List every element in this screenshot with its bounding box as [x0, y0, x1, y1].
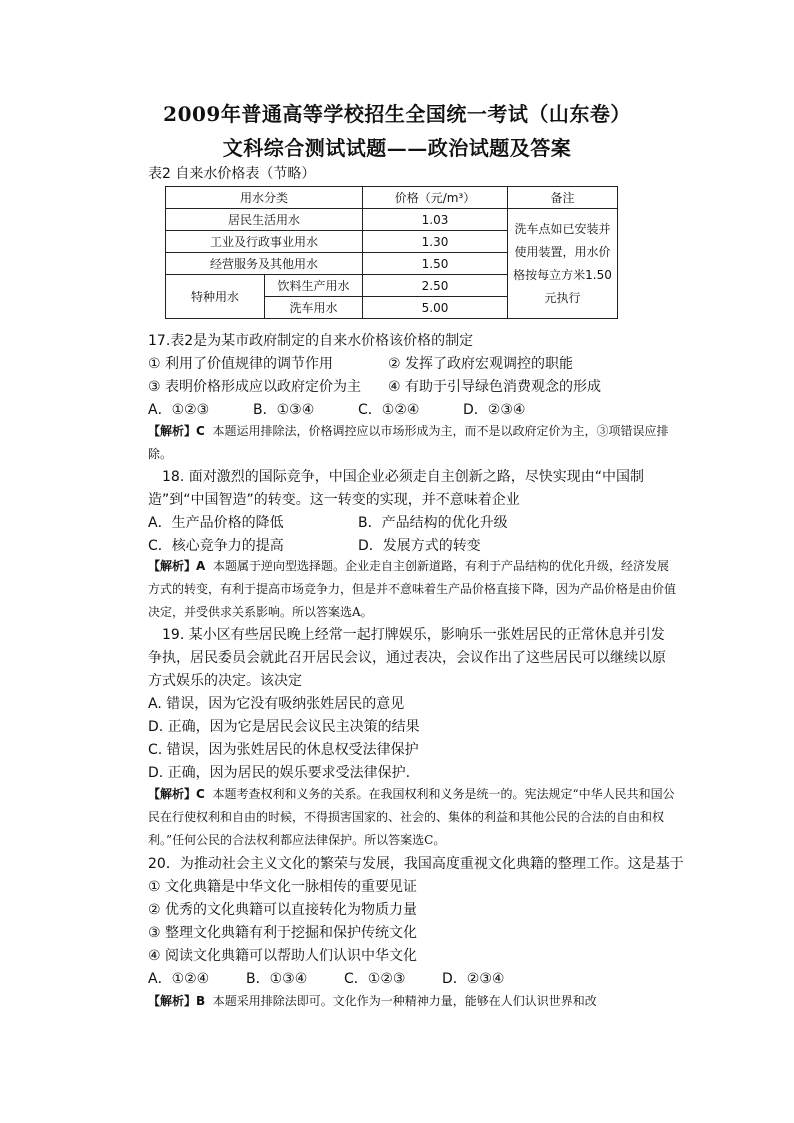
q19-option: A. 错误，因为它没有吸纳张姓居民的意见 [148, 696, 405, 712]
option-a: A．生产品价格的降低 [148, 515, 284, 531]
q19-option: D. 正确，因为它是居民会议民主决策的结果 [148, 719, 420, 735]
q17-items-row2 [148, 376, 601, 396]
option-c: C．①②④ [358, 402, 420, 418]
page-title: 2009年普通高等学校招生全国统一考试（山东卷） [163, 102, 631, 126]
header-price: 价格（元/m³） [363, 187, 508, 209]
q19-analysis [148, 783, 678, 852]
option-d: D．②③④ [463, 402, 526, 418]
q19-option: C. 错误，因为张姓居民的休息权受法律保护 [148, 742, 419, 758]
analysis-label: 【解析】C [148, 424, 205, 438]
page-subtitle: 文科综合测试试题——政治试题及答案 [222, 136, 572, 160]
water-price-table [165, 186, 618, 319]
row-category: 洗车用水 [265, 297, 363, 319]
table-row [166, 209, 618, 231]
analysis-text: 本题采用排除法即可。文化作为一种精神力量，能够在人们认识世界和改 [212, 994, 597, 1008]
header-note: 备注 [508, 187, 618, 209]
analysis-label: 【解析】A [148, 559, 206, 573]
option-c: C．核心竞争力的提高 [148, 538, 284, 554]
q17-item: ④ 有助于引导绿色消费观念的形成 [388, 379, 602, 395]
row-price: 1.30 [363, 231, 508, 253]
q17-item: ① 利用了价值规律的调节作用 [148, 356, 334, 372]
q18-analysis [148, 555, 678, 624]
row-price: 1.50 [363, 253, 508, 275]
row-category: 经营服务及其他用水 [166, 253, 363, 275]
q18-options-row1 [148, 512, 508, 532]
option-b: B．①③④ [253, 402, 315, 418]
q17-analysis [148, 420, 678, 466]
special-water-label: 特种用水 [166, 275, 265, 319]
q17-items-row1 [148, 353, 573, 373]
q18-stem: 18. 面对激烈的国际竞争，中国企业必须走自主创新之路，尽快实现由“中国制造”到“中国智造”的转变。这一转变的实现，并不意味着企业 [148, 469, 644, 508]
row-price: 1.03 [363, 209, 508, 231]
q19-option: D. 正确，因为居民的娱乐要求受法律保护. [148, 765, 411, 781]
table-header-row [166, 187, 618, 209]
q17-item: ② 发挥了政府宏观调控的职能 [388, 356, 574, 372]
analysis-label: 【解析】C [148, 787, 205, 801]
q20-item: ④ 阅读文化典籍可以帮助人们认识中华文化 [148, 948, 417, 964]
analysis-text: 本题属于逆向型选择题。企业走自主创新道路，有利于产品结构的优化升级，经济发展方式的转变，有利于提高市场竞争力，但是并不意味着生产品价格直接下降，因为产品价格是由价值决定，并受供求关系影响。所以答案选A。 [148, 559, 677, 619]
q17-options [148, 399, 525, 419]
option-b: B．①③④ [246, 971, 308, 987]
q17-stem: 17.表2是为某市政府制定的自来水价格该价格的制定 [148, 333, 474, 349]
q20-item: ③ 整理文化典籍有利于挖掘和保护传统文化 [148, 925, 417, 941]
q20-stem: 20．为推动社会主义文化的繁荣与发展，我国高度重视文化典籍的整理工作。这是基于 [148, 856, 684, 872]
q18-options-row2 [148, 535, 481, 555]
option-d: D．②③④ [442, 971, 505, 987]
row-price: 5.00 [363, 297, 508, 319]
row-category: 工业及行政事业用水 [166, 231, 363, 253]
q17-item: ③ 表明价格形成应以政府定价为主 [148, 379, 362, 395]
analysis-label: 【解析】B [148, 994, 206, 1008]
option-b: B．产品结构的优化升级 [358, 515, 508, 531]
option-d: D．发展方式的转变 [358, 538, 481, 554]
row-category: 饮料生产用水 [265, 275, 363, 297]
q20-item: ② 优秀的文化典籍可以直接转化为物质力量 [148, 902, 417, 918]
option-c: C．①②③ [344, 971, 406, 987]
q20-options [148, 968, 504, 988]
analysis-text: 本题考查权利和义务的关系。在我国权利和义务是统一的。宪法规定“中华人民共和国公民在行使权利和自由的时候，不得损害国家的、社会的、集体的利益和其他公民的合法的自由和权利。”任何公民的合法权利都应法律保护。所以答案选C。 [148, 787, 675, 847]
note-cell: 洗车点如已安装并使用装置，用水价格按每立方米1.50元执行 [508, 209, 618, 319]
analysis-text: 本题运用排除法，价格调控应以市场形成为主，而不是以政府定价为主，③项错误应排除。 [148, 424, 669, 461]
option-a: A．①②③ [148, 402, 210, 418]
row-price: 2.50 [363, 275, 508, 297]
q20-analysis [148, 990, 678, 1013]
option-a: A．①②④ [148, 971, 210, 987]
header-category: 用水分类 [166, 187, 363, 209]
table-caption: 表2 自来水价格表（节略） [148, 166, 316, 182]
row-category: 居民生活用水 [166, 209, 363, 231]
q19-stem: 19. 某小区有些居民晚上经常一起打牌娱乐，影响乐一张姓居民的正常休息并引发争执，居民委员会就此召开居民会议，通过表决，会议作出了这些居民可以继续以原方式娱乐的决定。该决定 [148, 627, 666, 689]
q20-item: ① 文化典籍是中华文化一脉相传的重要见证 [148, 879, 417, 895]
